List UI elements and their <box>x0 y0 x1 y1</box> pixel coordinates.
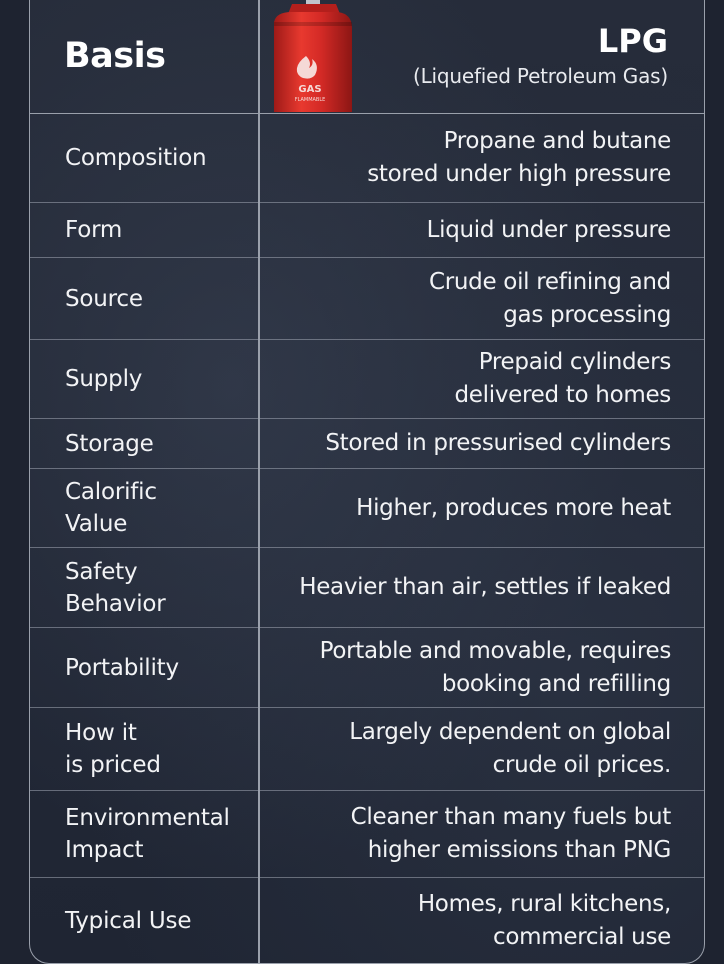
row-label-line: Value <box>65 511 128 537</box>
row-value <box>262 114 671 202</box>
row-value <box>262 469 671 547</box>
row-label-line: Source <box>65 285 143 312</box>
table-row-supply <box>30 339 704 418</box>
row-value-line: Stored in pressurised cylinders <box>325 430 671 456</box>
row-value-line: Liquid under pressure <box>426 216 671 243</box>
row-label-line: Behavior <box>65 590 166 617</box>
comparison-table <box>29 0 705 964</box>
row-label-line: Form <box>65 217 123 243</box>
row-value <box>262 708 671 790</box>
row-value <box>262 340 671 418</box>
column-title: LPG <box>597 22 668 60</box>
row-label-line: Supply <box>65 366 143 392</box>
row-label-line: Impact <box>65 837 144 863</box>
row-value-line: Homes, rural kitchens, <box>417 891 671 917</box>
row-label <box>65 419 255 468</box>
table-row-safety-behavior <box>30 547 704 627</box>
table-row-portability <box>30 627 704 707</box>
row-value-line: commercial use <box>493 924 671 950</box>
row-label-line: Safety <box>65 558 138 585</box>
row-label-line: Portability <box>65 654 179 681</box>
row-label <box>65 628 255 707</box>
row-label <box>65 791 255 877</box>
gas-cylinder-icon <box>262 0 354 112</box>
cylinder-sublabel: FLAMMABLE <box>294 97 326 103</box>
row-value-line: Heavier than air, settles if leaked <box>299 574 671 600</box>
row-value-line: Largely dependent on global <box>349 719 671 745</box>
row-value <box>262 419 671 468</box>
row-label <box>65 469 255 547</box>
row-label-line: How it <box>65 720 137 746</box>
row-value <box>262 203 671 257</box>
row-label <box>65 258 255 339</box>
row-label <box>65 340 255 418</box>
row-value <box>262 628 671 707</box>
row-value <box>262 548 671 627</box>
cylinder-label: GAS <box>298 84 322 95</box>
row-label-line: Typical Use <box>65 908 192 934</box>
row-label-line: is priced <box>65 752 161 778</box>
row-label-line: Storage <box>65 430 154 457</box>
row-value-line: stored under high pressure <box>367 161 671 187</box>
table-row-form <box>30 202 704 257</box>
table-row-composition <box>30 114 704 202</box>
table-row-storage <box>30 418 704 468</box>
row-label <box>65 708 255 790</box>
row-label-line: Calorific <box>65 479 157 505</box>
row-value <box>262 791 671 877</box>
row-value <box>262 258 671 339</box>
basis-heading: Basis <box>64 36 166 76</box>
row-value-line: crude oil prices. <box>492 752 671 778</box>
row-value-line: booking and refilling <box>441 670 671 697</box>
table-row-calorific-value <box>30 468 704 547</box>
row-label <box>65 878 255 964</box>
table-row-typical-use <box>30 877 704 964</box>
row-value-line: gas processing <box>503 301 671 328</box>
row-label <box>65 548 255 627</box>
row-value-line: delivered to homes <box>454 382 671 408</box>
row-value-line: Cleaner than many fuels but <box>350 804 671 830</box>
row-value <box>262 878 671 964</box>
row-value-line: Portable and movable, requires <box>319 637 671 664</box>
row-label <box>65 114 255 202</box>
row-value-line: Higher, produces more heat <box>356 494 671 521</box>
row-value-line: higher emissions than PNG <box>367 837 671 863</box>
table-row-how-it-is-priced <box>30 707 704 790</box>
table-row-environmental-impact <box>30 790 704 877</box>
row-value-line: Prepaid cylinders <box>478 349 671 375</box>
row-value-line: Propane and butane <box>443 128 671 154</box>
row-label-line: Composition <box>65 145 207 171</box>
table-header <box>30 0 704 114</box>
row-label <box>65 203 255 257</box>
table-row-source <box>30 257 704 339</box>
column-subtitle: (Liquefied Petroleum Gas) <box>412 64 668 88</box>
row-label-line: Environmental <box>65 805 230 831</box>
row-value-line: Crude oil refining and <box>428 268 671 295</box>
